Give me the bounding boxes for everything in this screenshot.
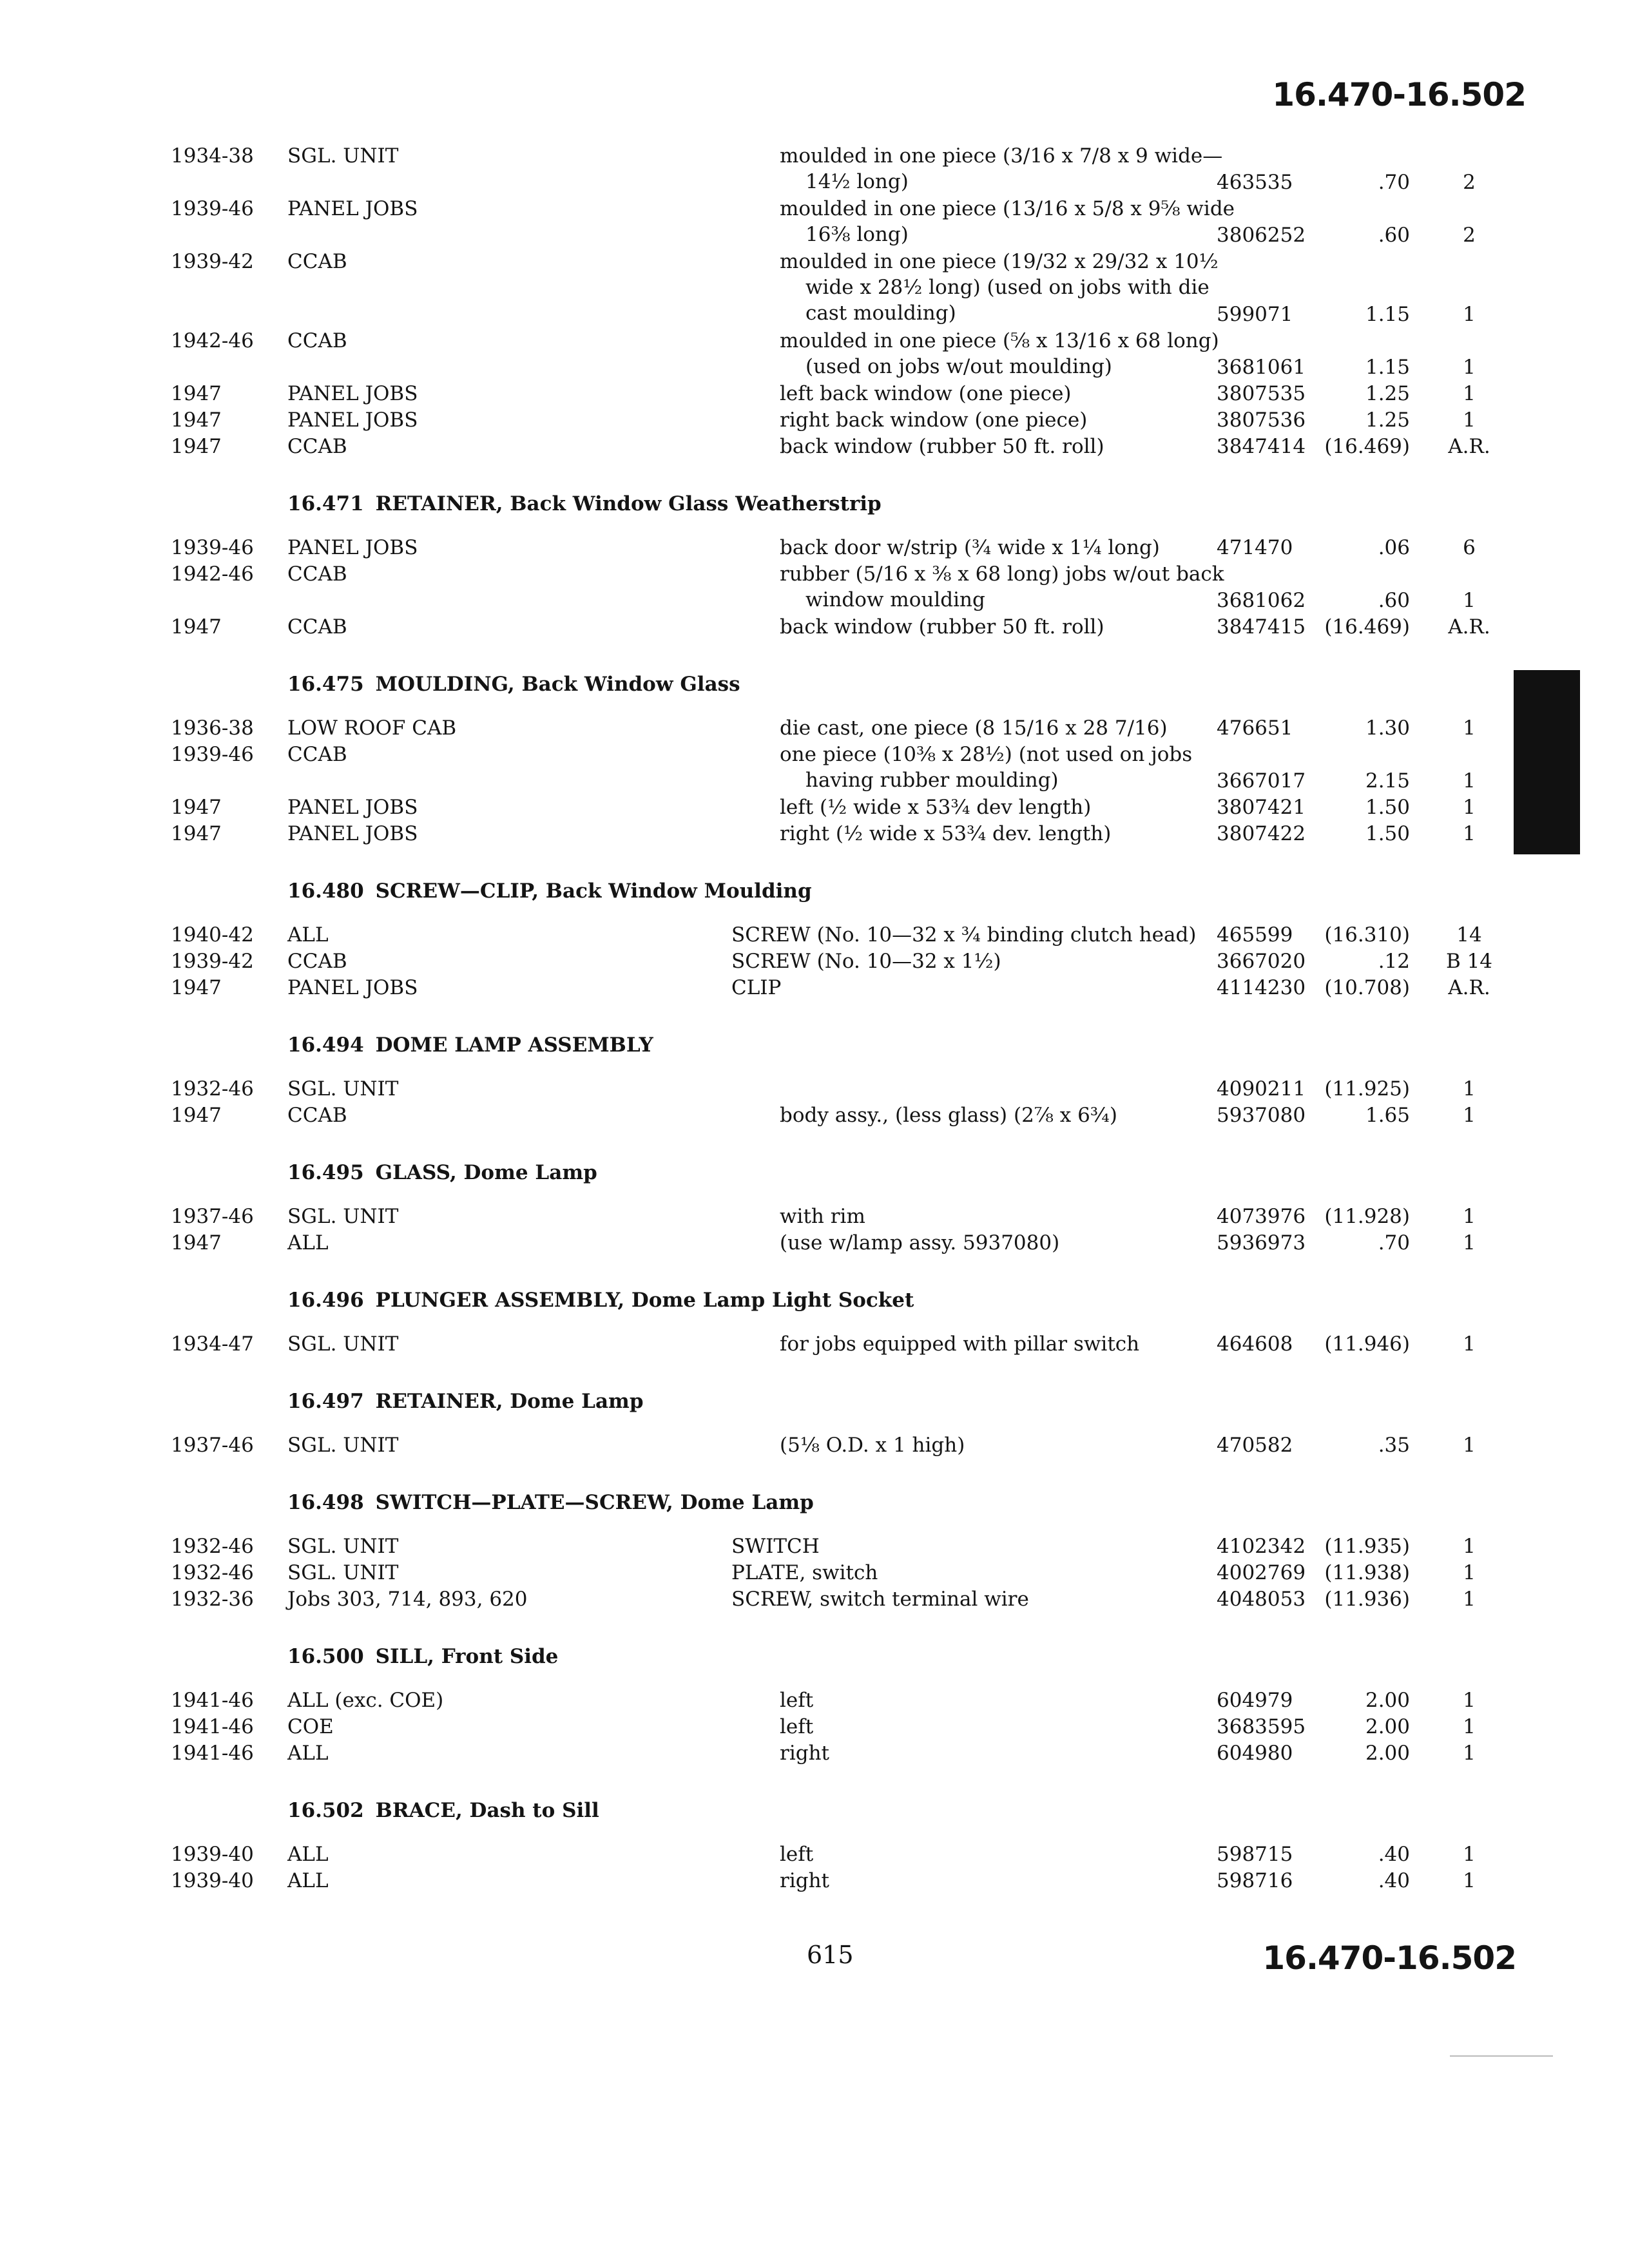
description-line: left (½ wide x 53¾ dev length) [780, 796, 1092, 819]
quantity: 1 [1463, 1434, 1476, 1457]
list-price: (11.936) [1324, 1588, 1410, 1611]
description [731, 1560, 1205, 1586]
description [780, 1740, 1205, 1766]
model-years: 1932-36 [171, 1588, 254, 1611]
description-line: right back window (one piece) [780, 408, 1088, 432]
application: CCAB [287, 562, 347, 586]
description-line: SCREW (No. 10—32 x ¾ binding clutch head) [731, 923, 1197, 947]
quantity: 2 [1463, 171, 1476, 194]
part-number: 4090211 [1217, 1077, 1306, 1100]
quantity: 6 [1463, 536, 1476, 559]
section-number: 16.475 [287, 673, 364, 696]
description-line: left [780, 1689, 814, 1712]
section-number: 16.500 [287, 1645, 364, 1668]
description-line: left back window (one piece) [780, 382, 1072, 405]
application: CCAB [287, 1104, 347, 1127]
quantity: 2 [1463, 224, 1476, 247]
description [731, 948, 1205, 974]
list-price: (11.938) [1324, 1561, 1410, 1584]
part-number: 5937080 [1217, 1104, 1306, 1127]
description-line: window moulding [805, 588, 985, 611]
description-line: rubber (5/16 x ⅜ x 68 long) jobs w/out back [780, 562, 1224, 586]
section-heading: SWITCH—PLATE—SCREW, Dome Lamp [375, 1491, 814, 1514]
model-years: 1947 [171, 976, 222, 999]
quantity: 1 [1463, 1561, 1476, 1584]
page-footer-range: 16.470-16.502 [1262, 1939, 1516, 1977]
application: ALL [287, 1742, 329, 1765]
description-line: CLIP [731, 976, 782, 999]
section-number: 16.471 [287, 492, 364, 515]
list-price: 1.15 [1365, 356, 1410, 379]
section-heading: DOME LAMP ASSEMBLY [375, 1033, 653, 1057]
description-line: SWITCH [731, 1535, 820, 1558]
model-years: 1941-46 [171, 1689, 254, 1712]
application: CCAB [287, 743, 347, 766]
quantity: B 14 [1445, 950, 1493, 973]
description [780, 614, 1205, 640]
section-title [287, 879, 812, 903]
application: CCAB [287, 250, 347, 273]
application: PANEL JOBS [287, 408, 418, 432]
section-title [287, 1645, 558, 1668]
model-years: 1947 [171, 796, 222, 819]
description [780, 1687, 1205, 1713]
description [731, 1533, 1205, 1559]
quantity: 1 [1463, 589, 1476, 612]
description [780, 794, 1205, 820]
page-number: 615 [807, 1941, 854, 1969]
section-heading: GLASS, Dome Lamp [375, 1161, 597, 1184]
application: SGL. UNIT [287, 144, 399, 168]
model-years: 1939-42 [171, 950, 254, 973]
description [780, 1432, 1205, 1458]
section-number: 16.494 [287, 1033, 364, 1057]
model-years: 1947 [171, 382, 222, 405]
description-line: moulded in one piece (13/16 x 5/8 x 9⅝ wide [780, 197, 1235, 220]
model-years: 1947 [171, 435, 222, 458]
section-heading: SCREW—CLIP, Back Window Moulding [375, 879, 812, 903]
description-line: left [780, 1715, 814, 1738]
list-price: 2.00 [1365, 1742, 1410, 1765]
description-line: SCREW (No. 10—32 x 1½) [731, 950, 1001, 973]
part-number: 3847414 [1217, 435, 1306, 458]
part-number: 470582 [1217, 1434, 1293, 1457]
part-number: 3806252 [1217, 224, 1306, 247]
quantity: 1 [1463, 1104, 1476, 1127]
quantity: 1 [1463, 1742, 1476, 1765]
model-years: 1936-38 [171, 716, 254, 740]
section-title [287, 492, 882, 515]
list-price: 2.00 [1365, 1715, 1410, 1738]
part-number: 3667020 [1217, 950, 1306, 973]
description [780, 434, 1205, 459]
description-line: one piece (10⅜ x 28½) (not used on jobs [780, 743, 1193, 766]
part-number: 4073976 [1217, 1205, 1306, 1228]
section-number: 16.502 [287, 1799, 364, 1822]
part-number: 598716 [1217, 1869, 1293, 1892]
application: SGL. UNIT [287, 1332, 399, 1356]
model-years: 1939-40 [171, 1869, 254, 1892]
model-years: 1947 [171, 1231, 222, 1254]
model-years: 1941-46 [171, 1715, 254, 1738]
part-number: 3667017 [1217, 769, 1306, 793]
section-title [287, 1033, 653, 1057]
model-years: 1940-42 [171, 923, 254, 947]
quantity: 1 [1463, 1715, 1476, 1738]
model-years: 1934-38 [171, 144, 254, 168]
list-price: (16.469) [1324, 615, 1410, 639]
description [780, 1868, 1205, 1894]
list-price: .12 [1378, 950, 1410, 973]
section-title [287, 1390, 644, 1413]
description [780, 1204, 1205, 1229]
application: ALL [287, 1869, 329, 1892]
part-number: 4048053 [1217, 1588, 1306, 1611]
application: SGL. UNIT [287, 1205, 399, 1228]
description [731, 975, 1205, 1001]
description [780, 715, 1205, 741]
part-number: 465599 [1217, 923, 1293, 947]
description [780, 249, 1219, 326]
application: PANEL JOBS [287, 822, 418, 845]
section-edge-tab [1514, 670, 1580, 854]
application: PANEL JOBS [287, 382, 418, 405]
section-number: 16.497 [287, 1390, 364, 1413]
scan-artifact-line [1450, 2055, 1553, 2057]
section-number: 16.480 [287, 879, 364, 903]
part-number: 5936973 [1217, 1231, 1306, 1254]
section-title [287, 1161, 597, 1184]
description [780, 328, 1219, 380]
section-heading: RETAINER, Back Window Glass Weatherstrip [375, 492, 882, 515]
model-years: 1939-46 [171, 536, 254, 559]
section-title [287, 673, 740, 696]
application: CCAB [287, 950, 347, 973]
description-line: (used on jobs w/out moulding) [805, 355, 1112, 378]
part-number: 463535 [1217, 171, 1293, 194]
model-years: 1947 [171, 822, 222, 845]
application: PANEL JOBS [287, 976, 418, 999]
list-price: 2.15 [1365, 769, 1410, 793]
description-line: cast moulding) [805, 302, 956, 325]
application: ALL [287, 923, 329, 947]
section-heading: SILL, Front Side [375, 1645, 559, 1668]
list-price: .35 [1378, 1434, 1410, 1457]
model-years: 1939-42 [171, 250, 254, 273]
quantity: 1 [1463, 1332, 1476, 1356]
quantity: 1 [1463, 1231, 1476, 1254]
description-line: for jobs equipped with pillar switch [780, 1332, 1140, 1356]
list-price: .70 [1378, 171, 1410, 194]
description-line: right [780, 1869, 830, 1892]
list-price: .60 [1378, 224, 1410, 247]
application: SGL. UNIT [287, 1434, 399, 1457]
list-price: (11.928) [1324, 1205, 1410, 1228]
model-years: 1934-47 [171, 1332, 254, 1356]
description [780, 1331, 1205, 1357]
description [780, 742, 1205, 793]
model-years: 1942-46 [171, 562, 254, 586]
description-line: (use w/lamp assy. 5937080) [780, 1231, 1060, 1254]
model-years: 1932-46 [171, 1535, 254, 1558]
list-price: 1.50 [1365, 822, 1410, 845]
quantity: A.R. [1448, 435, 1490, 458]
description [780, 535, 1205, 561]
list-price: 1.30 [1365, 716, 1410, 740]
section-number: 16.498 [287, 1491, 364, 1514]
quantity: 1 [1463, 822, 1476, 845]
section-title [287, 1491, 814, 1514]
quantity: A.R. [1448, 615, 1490, 639]
description [780, 381, 1205, 407]
section-heading: MOULDING, Back Window Glass [375, 673, 740, 696]
description-line: 14½ long) [805, 170, 909, 193]
part-number: 4102342 [1217, 1535, 1306, 1558]
quantity: 1 [1463, 769, 1476, 793]
part-number: 3847415 [1217, 615, 1306, 639]
quantity: 1 [1463, 1588, 1476, 1611]
application: CCAB [287, 329, 347, 352]
description-line: right (½ wide x 53¾ dev. length) [780, 822, 1112, 845]
list-price: .40 [1378, 1843, 1410, 1866]
description-line: left [780, 1843, 814, 1866]
part-number: 3807536 [1217, 408, 1306, 432]
application: PANEL JOBS [287, 536, 418, 559]
application: SGL. UNIT [287, 1535, 399, 1558]
description [780, 143, 1223, 195]
part-number: 598715 [1217, 1843, 1293, 1866]
description-line: moulded in one piece (19/32 x 29/32 x 10½ [780, 250, 1219, 273]
application: ALL (exc. COE) [287, 1689, 444, 1712]
description [780, 1714, 1205, 1740]
section-heading: RETAINER, Dome Lamp [375, 1390, 644, 1413]
list-price: (16.310) [1324, 923, 1410, 947]
part-number: 471470 [1217, 536, 1293, 559]
model-years: 1942-46 [171, 329, 254, 352]
description [731, 922, 1205, 948]
part-number: 3683595 [1217, 1715, 1306, 1738]
model-years: 1947 [171, 1104, 222, 1127]
quantity: 1 [1463, 1535, 1476, 1558]
description [780, 196, 1235, 247]
model-years: 1937-46 [171, 1434, 254, 1457]
description-line: PLATE, switch [731, 1561, 878, 1584]
list-price: 1.25 [1365, 408, 1410, 432]
description-line: moulded in one piece (⅝ x 13/16 x 68 long) [780, 329, 1219, 352]
model-years: 1947 [171, 615, 222, 639]
part-number: 464608 [1217, 1332, 1293, 1356]
model-years: 1932-46 [171, 1077, 254, 1100]
description-line: 16⅜ long) [805, 223, 909, 246]
model-years: 1939-40 [171, 1843, 254, 1866]
description-line: SCREW, switch terminal wire [731, 1588, 1029, 1611]
quantity: 1 [1463, 1077, 1476, 1100]
list-price: .70 [1378, 1231, 1410, 1254]
description-line: (5⅛ O.D. x 1 high) [780, 1434, 965, 1457]
description-line: right [780, 1742, 830, 1765]
part-number: 599071 [1217, 303, 1293, 326]
list-price: 1.50 [1365, 796, 1410, 819]
section-heading: PLUNGER ASSEMBLY, Dome Lamp Light Socket [375, 1289, 914, 1312]
list-price: .06 [1378, 536, 1410, 559]
quantity: 1 [1463, 716, 1476, 740]
part-number: 604980 [1217, 1742, 1293, 1765]
section-title [287, 1799, 599, 1822]
model-years: 1939-46 [171, 743, 254, 766]
application: CCAB [287, 615, 347, 639]
description-line: die cast, one piece (8 15/16 x 28 7/16) [780, 716, 1168, 740]
description [780, 407, 1205, 433]
part-number: 3807421 [1217, 796, 1306, 819]
list-price: (11.946) [1324, 1332, 1410, 1356]
quantity: 1 [1463, 1205, 1476, 1228]
description-line: back window (rubber 50 ft. roll) [780, 615, 1104, 639]
application: LOW ROOF CAB [287, 716, 457, 740]
part-number: 604979 [1217, 1689, 1293, 1712]
section-number: 16.495 [287, 1161, 364, 1184]
application: SGL. UNIT [287, 1561, 399, 1584]
model-years: 1947 [171, 408, 222, 432]
part-number: 3681062 [1217, 589, 1306, 612]
model-years: 1937-46 [171, 1205, 254, 1228]
description-line: body assy., (less glass) (2⅞ x 6¾) [780, 1104, 1117, 1127]
quantity: 14 [1456, 923, 1482, 947]
quantity: 1 [1463, 1689, 1476, 1712]
page-header-range: 16.470-16.502 [1272, 76, 1526, 113]
application: CCAB [287, 435, 347, 458]
description-line: moulded in one piece (3/16 x 7/8 x 9 wide— [780, 144, 1223, 168]
list-price: .60 [1378, 589, 1410, 612]
part-number: 476651 [1217, 716, 1293, 740]
model-years: 1939-46 [171, 197, 254, 220]
list-price: 1.15 [1365, 303, 1410, 326]
quantity: 1 [1463, 382, 1476, 405]
description-line: back window (rubber 50 ft. roll) [780, 435, 1104, 458]
application: ALL [287, 1231, 329, 1254]
list-price: (16.469) [1324, 435, 1410, 458]
description [780, 821, 1205, 847]
description [780, 1102, 1205, 1128]
part-number: 3807422 [1217, 822, 1306, 845]
description-line: wide x 28½ long) (used on jobs with die [805, 276, 1210, 299]
quantity: 1 [1463, 408, 1476, 432]
list-price: (11.925) [1324, 1077, 1410, 1100]
section-title [287, 1289, 914, 1312]
part-number: 4114230 [1217, 976, 1306, 999]
description [780, 1230, 1205, 1256]
description [731, 1586, 1205, 1612]
section-number: 16.496 [287, 1289, 364, 1312]
description-line: with rim [780, 1205, 865, 1228]
application: Jobs 303, 714, 893, 620 [287, 1588, 528, 1611]
list-price: 1.25 [1365, 382, 1410, 405]
description-line: having rubber moulding) [805, 769, 1059, 792]
description-line: back door w/strip (¾ wide x 1¼ long) [780, 536, 1160, 559]
quantity: 1 [1463, 796, 1476, 819]
list-price: .40 [1378, 1869, 1410, 1892]
application: ALL [287, 1843, 329, 1866]
model-years: 1941-46 [171, 1742, 254, 1765]
list-price: 2.00 [1365, 1689, 1410, 1712]
quantity: 1 [1463, 356, 1476, 379]
list-price: 1.65 [1365, 1104, 1410, 1127]
section-heading: BRACE, Dash to Sill [375, 1799, 599, 1822]
part-number: 3681061 [1217, 356, 1306, 379]
description [780, 561, 1224, 613]
application: PANEL JOBS [287, 197, 418, 220]
quantity: 1 [1463, 1843, 1476, 1866]
model-years: 1932-46 [171, 1561, 254, 1584]
quantity: 1 [1463, 1869, 1476, 1892]
list-price: (11.935) [1324, 1535, 1410, 1558]
part-number: 3807535 [1217, 382, 1306, 405]
quantity: A.R. [1448, 976, 1490, 999]
application: COE [287, 1715, 334, 1738]
application: SGL. UNIT [287, 1077, 399, 1100]
part-number: 4002769 [1217, 1561, 1306, 1584]
list-price: (10.708) [1324, 976, 1410, 999]
application: PANEL JOBS [287, 796, 418, 819]
quantity: 1 [1463, 303, 1476, 326]
description [780, 1841, 1205, 1867]
